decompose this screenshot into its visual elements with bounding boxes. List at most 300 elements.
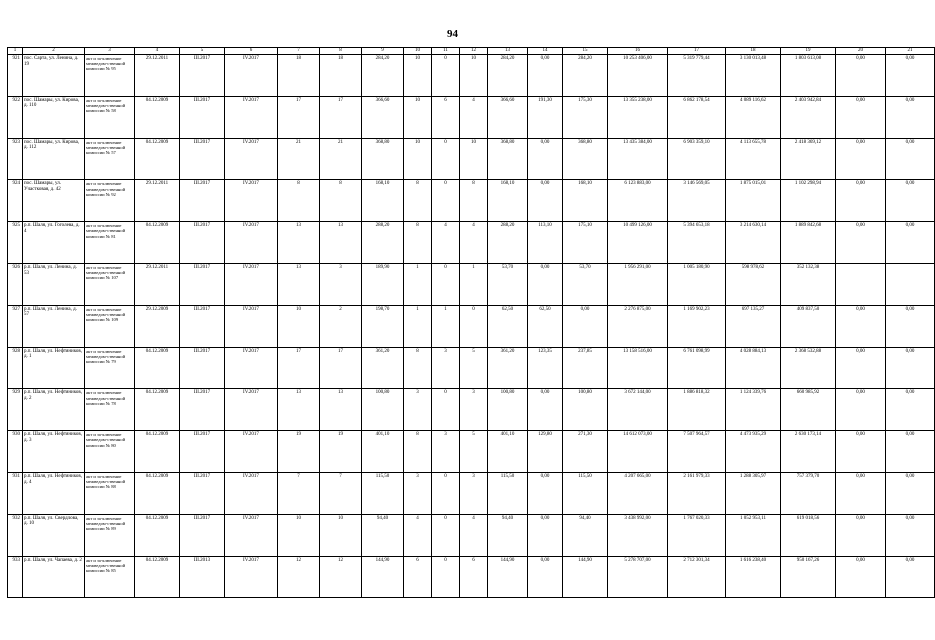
premises-total-cell: 10 <box>404 138 432 180</box>
premises-municipal-cell: 0 <box>460 305 488 347</box>
cost-total-cell: 1 956 291,00 <box>608 263 668 305</box>
column-number: 13 <box>488 48 528 55</box>
other-cost-cell: 0,00 <box>886 55 935 97</box>
regional-budget-cell: 598 978,62 <box>726 263 781 305</box>
date-cell: 04.12.2009 <box>135 347 180 389</box>
other-cost-cell <box>886 263 935 305</box>
date-cell: 04.12.2009 <box>135 472 180 514</box>
column-number: 20 <box>836 48 886 55</box>
column-number: 5 <box>180 48 225 55</box>
fund-cell: 2 161 979,33 <box>668 472 726 514</box>
area-total-cell: 115,50 <box>488 472 528 514</box>
date-cell: 04.12.2009 <box>135 556 180 598</box>
table-row <box>8 347 935 389</box>
other-cost-cell: 0,00 <box>886 138 935 180</box>
row-number: 924 <box>8 180 23 222</box>
total-area-cell: 361,20 <box>362 347 404 389</box>
premises-private-cell: 0 <box>432 55 460 97</box>
row-number: 928 <box>8 347 23 389</box>
end-quarter-cell: IV.2017 <box>225 347 278 389</box>
residents-relocated-cell: 8 <box>320 180 362 222</box>
area-total-cell: 62,50 <box>488 305 528 347</box>
column-number: 11 <box>432 48 460 55</box>
premises-total-cell: 3 <box>404 389 432 431</box>
extra-cost-cell: 0,00 <box>836 556 886 598</box>
fund-cell: 5 319 779,44 <box>668 55 726 97</box>
other-cost-cell: 0,00 <box>886 514 935 556</box>
residents-total-cell: 13 <box>278 389 320 431</box>
cost-total-cell: 5 278 707,00 <box>608 556 668 598</box>
area-total-cell: 288,20 <box>488 222 528 264</box>
row-number: 925 <box>8 222 23 264</box>
premises-private-cell: 4 <box>432 222 460 264</box>
local-budget-cell: 660 985,92 <box>781 389 836 431</box>
end-quarter-cell: IV.2017 <box>225 138 278 180</box>
local-budget-cell: 2 368 532,88 <box>781 347 836 389</box>
address-cell: пос. Шамары, ул. Кирова, д. 110 <box>23 96 85 138</box>
area-private-cell: 0,00 <box>528 180 563 222</box>
regional-budget-cell: 4 113 655,78 <box>726 138 781 180</box>
residents-relocated-cell: 17 <box>320 347 362 389</box>
premises-total-cell: 1 <box>404 305 432 347</box>
premises-municipal-cell: 8 <box>460 180 488 222</box>
premises-municipal-cell: 10 <box>460 55 488 97</box>
fund-cell: 5 394 653,18 <box>668 222 726 264</box>
page-number: 94 <box>447 28 458 40</box>
premises-private-cell: 0 <box>432 263 460 305</box>
other-cost-cell: 0,00 <box>886 96 935 138</box>
total-area-cell: 94,40 <box>362 514 404 556</box>
other-cost-cell: 0,00 <box>886 556 935 598</box>
residents-total-cell: 10 <box>278 514 320 556</box>
total-area-cell: 144,90 <box>362 556 404 598</box>
end-quarter-cell: IV.2017 <box>225 222 278 264</box>
extra-cost-cell <box>836 263 886 305</box>
end-quarter-cell: IV.2017 <box>225 389 278 431</box>
cost-total-cell: 3 438 992,00 <box>608 514 668 556</box>
extra-cost-cell: 0,00 <box>836 138 886 180</box>
area-private-cell: 191,30 <box>528 96 563 138</box>
row-number: 933 <box>8 556 23 598</box>
area-private-cell: 0,00 <box>528 556 563 598</box>
start-quarter-cell: III.2017 <box>180 138 225 180</box>
area-private-cell: 0,00 <box>528 55 563 97</box>
area-municipal-cell: 115,50 <box>563 472 608 514</box>
fund-cell: 1 169 902,23 <box>668 305 726 347</box>
start-quarter-cell: III.2013 <box>180 556 225 598</box>
address-cell: пос. Сарта, ул. Ленина, д. 19 <box>23 55 85 97</box>
area-municipal-cell: 237,85 <box>563 347 608 389</box>
area-total-cell: 368,80 <box>488 138 528 180</box>
extra-cost-cell: 0,00 <box>836 55 886 97</box>
row-number: 926 <box>8 263 23 305</box>
document-cell: акт и за-ключение межведом-ственной комиссии № 79 <box>85 347 135 389</box>
column-number: 7 <box>278 48 320 55</box>
regional-budget-cell: 1 288 305,97 <box>726 472 781 514</box>
regional-budget-cell: 4 473 935,29 <box>726 431 781 473</box>
regional-budget-cell: 3 130 013,48 <box>726 55 781 97</box>
start-quarter-cell: III.2017 <box>180 96 225 138</box>
document-cell: акт и за-ключение межведом-ственной комиссии № 89 <box>85 514 135 556</box>
column-number: 10 <box>404 48 432 55</box>
column-number: 6 <box>225 48 278 55</box>
other-cost-cell: 0,00 <box>886 431 935 473</box>
date-cell: 29.12.2011 <box>135 263 180 305</box>
fund-cell: 2 712 301,34 <box>668 556 726 598</box>
column-number: 9 <box>362 48 404 55</box>
premises-municipal-cell: 4 <box>460 514 488 556</box>
start-quarter-cell: III.2017 <box>180 55 225 97</box>
residents-relocated-cell: 12 <box>320 556 362 598</box>
document-cell: акт и за-ключение межведом-ственной комиссии № 92 <box>85 180 135 222</box>
area-municipal-cell: 284,20 <box>563 55 608 97</box>
start-quarter-cell: III.2017 <box>180 222 225 264</box>
area-municipal-cell: 175,10 <box>563 222 608 264</box>
column-number: 16 <box>608 48 668 55</box>
total-area-cell: 189,90 <box>362 263 404 305</box>
cost-total-cell: 14 612 073,00 <box>608 431 668 473</box>
address-cell: р.п. Шаля, ул. Гоголева, д. 4 <box>23 222 85 264</box>
row-number: 930 <box>8 431 23 473</box>
premises-total-cell: 8 <box>404 180 432 222</box>
table-row <box>8 55 935 97</box>
area-municipal-cell: 168,10 <box>563 180 608 222</box>
premises-municipal-cell: 3 <box>460 389 488 431</box>
residents-total-cell: 17 <box>278 347 320 389</box>
area-private-cell: 0,00 <box>528 138 563 180</box>
premises-private-cell: 6 <box>432 96 460 138</box>
extra-cost-cell: 0,00 <box>836 222 886 264</box>
residents-relocated-cell: 21 <box>320 138 362 180</box>
residents-total-cell: 19 <box>278 431 320 473</box>
residents-relocated-cell: 19 <box>320 431 362 473</box>
regional-budget-cell: 4 089 116,62 <box>726 96 781 138</box>
row-number: 929 <box>8 389 23 431</box>
total-area-cell: 168,10 <box>362 180 404 222</box>
area-municipal-cell: 94,40 <box>563 514 608 556</box>
local-budget-cell: 1 102 298,94 <box>781 180 836 222</box>
row-number: 927 <box>8 305 23 347</box>
housing-register-table <box>7 47 935 598</box>
residents-relocated-cell: 3 <box>320 263 362 305</box>
date-cell: 04.12.2009 <box>135 138 180 180</box>
local-budget-cell: 409 837,50 <box>781 305 836 347</box>
area-private-cell: 0,00 <box>528 263 563 305</box>
premises-municipal-cell: 6 <box>460 556 488 598</box>
start-quarter-cell: III.2017 <box>180 347 225 389</box>
residents-total-cell: 21 <box>278 138 320 180</box>
premises-municipal-cell: 5 <box>460 347 488 389</box>
end-quarter-cell: IV.2017 <box>225 55 278 97</box>
table-row <box>8 138 935 180</box>
column-number: 8 <box>320 48 362 55</box>
column-numbers-row <box>8 48 935 55</box>
date-cell: 04.12.2009 <box>135 389 180 431</box>
document-cell: акт и за-ключение межведом-ственной комиссии № 85 <box>85 556 135 598</box>
address-cell: р.п. Шаля, ул. Свердлова, д. 10 <box>23 514 85 556</box>
extra-cost-cell: 0,00 <box>836 96 886 138</box>
local-budget-cell: 2 403 942,84 <box>781 96 836 138</box>
fund-cell: 1 005 180,90 <box>668 263 726 305</box>
address-cell: р.п. Шаля, ул. Ленина, д. 53 <box>23 263 85 305</box>
premises-private-cell: 1 <box>432 305 460 347</box>
total-area-cell: 366,60 <box>362 96 404 138</box>
regional-budget-cell: 1 052 953,11 <box>726 514 781 556</box>
premises-municipal-cell: 3 <box>460 472 488 514</box>
premises-private-cell: 0 <box>432 514 460 556</box>
document-cell: акт и за-ключение межведом-ственной комиссии № 78 <box>85 389 135 431</box>
area-private-cell: 0,00 <box>528 472 563 514</box>
row-number: 921 <box>8 55 23 97</box>
document-cell: акт и за-ключение межведом-ственной комиссии № 107 <box>85 263 135 305</box>
premises-total-cell: 8 <box>404 431 432 473</box>
area-total-cell: 401,10 <box>488 431 528 473</box>
area-total-cell: 168,10 <box>488 180 528 222</box>
column-number: 17 <box>668 48 726 55</box>
other-cost-cell: 0,00 <box>886 472 935 514</box>
local-budget-cell: 1 889 842,68 <box>781 222 836 264</box>
area-total-cell: 94,40 <box>488 514 528 556</box>
residents-total-cell: 13 <box>278 222 320 264</box>
premises-municipal-cell: 4 <box>460 222 488 264</box>
local-budget-cell: 2 418 369,12 <box>781 138 836 180</box>
other-cost-cell: 0,00 <box>886 222 935 264</box>
premises-municipal-cell: 1 <box>460 263 488 305</box>
area-private-cell: 113,10 <box>528 222 563 264</box>
residents-total-cell: 7 <box>278 472 320 514</box>
end-quarter-cell: IV.2017 <box>225 180 278 222</box>
cost-total-cell: 13 435 384,00 <box>608 138 668 180</box>
fund-cell: 7 507 964,57 <box>668 431 726 473</box>
end-quarter-cell: IV.2017 <box>225 96 278 138</box>
regional-budget-cell: 1 124 339,76 <box>726 389 781 431</box>
premises-total-cell: 10 <box>404 55 432 97</box>
total-area-cell: 115,50 <box>362 472 404 514</box>
table-row <box>8 263 935 305</box>
column-number: 2 <box>23 48 85 55</box>
table-row <box>8 514 935 556</box>
cost-total-cell: 3 672 144,00 <box>608 389 668 431</box>
document-cell: акт и за-ключение межведом-ственной комиссии № 109 <box>85 305 135 347</box>
column-number: 14 <box>528 48 563 55</box>
extra-cost-cell: 0,00 <box>836 305 886 347</box>
residents-relocated-cell: 17 <box>320 96 362 138</box>
date-cell: 29.12.2009 <box>135 305 180 347</box>
area-total-cell: 100,80 <box>488 389 528 431</box>
area-private-cell: 62,50 <box>528 305 563 347</box>
fund-cell: 1 886 818,32 <box>668 389 726 431</box>
other-cost-cell: 0,00 <box>886 305 935 347</box>
table-row <box>8 222 935 264</box>
start-quarter-cell: III.2017 <box>180 514 225 556</box>
cost-total-cell: 13 158 516,00 <box>608 347 668 389</box>
area-municipal-cell: 175,30 <box>563 96 608 138</box>
column-number: 18 <box>726 48 781 55</box>
premises-private-cell: 0 <box>432 472 460 514</box>
residents-total-cell: 8 <box>278 180 320 222</box>
local-budget-cell: 757 379,70 <box>781 472 836 514</box>
document-cell: акт и за-ключение межведом-ственной комиссии № 80 <box>85 431 135 473</box>
local-budget-cell: 619 018,56 <box>781 514 836 556</box>
local-budget-cell: 2 630 173,14 <box>781 431 836 473</box>
area-total-cell: 144,90 <box>488 556 528 598</box>
column-number: 15 <box>563 48 608 55</box>
table-row <box>8 305 935 347</box>
area-private-cell: 0,00 <box>528 389 563 431</box>
end-quarter-cell: IV.2017 <box>225 305 278 347</box>
area-municipal-cell: 144,90 <box>563 556 608 598</box>
residents-total-cell: 13 <box>278 263 320 305</box>
document-cell: акт и за-ключение межведом-ственной комиссии № 81 <box>85 222 135 264</box>
end-quarter-cell: IV.2017 <box>225 431 278 473</box>
area-municipal-cell: 368,80 <box>563 138 608 180</box>
column-number: 3 <box>85 48 135 55</box>
area-total-cell: 366,60 <box>488 96 528 138</box>
document-cell: акт и за-ключение межведом-ственной комиссии № 95 <box>85 55 135 97</box>
row-number: 932 <box>8 514 23 556</box>
start-quarter-cell: III.2017 <box>180 389 225 431</box>
regional-budget-cell: 4 028 884,13 <box>726 347 781 389</box>
date-cell: 29.12.2011 <box>135 180 180 222</box>
end-quarter-cell: IV.2017 <box>225 263 278 305</box>
premises-municipal-cell: 5 <box>460 431 488 473</box>
residents-relocated-cell: 7 <box>320 472 362 514</box>
regional-budget-cell: 1 616 238,40 <box>726 556 781 598</box>
residents-relocated-cell: 10 <box>320 514 362 556</box>
regional-budget-cell: 3 214 630,14 <box>726 222 781 264</box>
column-number: 21 <box>886 48 935 55</box>
regional-budget-cell: 697 135,27 <box>726 305 781 347</box>
column-number: 4 <box>135 48 180 55</box>
address-cell: р.п. Шаля, ул. Нефтяников, д. 3 <box>23 431 85 473</box>
address-cell: р.п. Шаля, ул. Ленина, д. 57 <box>23 305 85 347</box>
area-municipal-cell: 53,70 <box>563 263 608 305</box>
document-cell: акт и за-ключение межведом-ственной комиссии № 58 <box>85 96 135 138</box>
total-area-cell: 368,80 <box>362 138 404 180</box>
extra-cost-cell: 0,00 <box>836 180 886 222</box>
column-number: 1 <box>8 48 23 55</box>
extra-cost-cell: 0,00 <box>836 347 886 389</box>
total-area-cell: 401,10 <box>362 431 404 473</box>
end-quarter-cell: IV.2017 <box>225 556 278 598</box>
area-private-cell: 123,35 <box>528 347 563 389</box>
cost-total-cell: 2 276 875,00 <box>608 305 668 347</box>
residents-total-cell: 12 <box>278 556 320 598</box>
residents-total-cell: 10 <box>278 305 320 347</box>
date-cell: 04.12.2009 <box>135 431 180 473</box>
total-area-cell: 284,20 <box>362 55 404 97</box>
start-quarter-cell: III.2017 <box>180 431 225 473</box>
date-cell: 04.12.2009 <box>135 514 180 556</box>
cost-total-cell: 6 123 883,00 <box>608 180 668 222</box>
area-municipal-cell: 271,30 <box>563 431 608 473</box>
area-total-cell: 53,70 <box>488 263 528 305</box>
premises-total-cell: 1 <box>404 263 432 305</box>
row-number: 931 <box>8 472 23 514</box>
local-budget-cell: 1 803 613,08 <box>781 55 836 97</box>
local-budget-cell: 950 167,26 <box>781 556 836 598</box>
column-number: 12 <box>460 48 488 55</box>
table-row <box>8 180 935 222</box>
premises-total-cell: 6 <box>404 556 432 598</box>
total-area-cell: 100,80 <box>362 389 404 431</box>
area-private-cell: 0,00 <box>528 514 563 556</box>
start-quarter-cell: III.2017 <box>180 472 225 514</box>
area-private-cell: 129,80 <box>528 431 563 473</box>
table-row <box>8 389 935 431</box>
premises-total-cell: 8 <box>404 347 432 389</box>
start-quarter-cell: III.2017 <box>180 263 225 305</box>
area-total-cell: 361,20 <box>488 347 528 389</box>
date-cell: 04.12.2009 <box>135 96 180 138</box>
regional-budget-cell: 1 875 015,01 <box>726 180 781 222</box>
total-area-cell: 288,20 <box>362 222 404 264</box>
column-number: 19 <box>781 48 836 55</box>
table-row <box>8 556 935 598</box>
extra-cost-cell: 0,00 <box>836 389 886 431</box>
start-quarter-cell: III.2017 <box>180 305 225 347</box>
residents-total-cell: 17 <box>278 96 320 138</box>
cost-total-cell: 13 355 238,00 <box>608 96 668 138</box>
row-number: 922 <box>8 96 23 138</box>
premises-municipal-cell: 10 <box>460 138 488 180</box>
fund-cell: 1 767 020,33 <box>668 514 726 556</box>
premises-private-cell: 3 <box>432 431 460 473</box>
premises-private-cell: 0 <box>432 389 460 431</box>
extra-cost-cell: 0,00 <box>836 514 886 556</box>
table-row <box>8 431 935 473</box>
extra-cost-cell: 0,00 <box>836 472 886 514</box>
document-cell: акт и за-ключение межведом-ственной комиссии № 88 <box>85 472 135 514</box>
premises-private-cell: 0 <box>432 556 460 598</box>
table-row <box>8 96 935 138</box>
residents-relocated-cell: 13 <box>320 389 362 431</box>
start-quarter-cell: III.2017 <box>180 180 225 222</box>
fund-cell: 6 761 098,99 <box>668 347 726 389</box>
premises-private-cell: 0 <box>432 138 460 180</box>
other-cost-cell: 0,00 <box>886 347 935 389</box>
total-area-cell: 198,70 <box>362 305 404 347</box>
table-row <box>8 472 935 514</box>
area-total-cell: 284,20 <box>488 55 528 97</box>
address-cell: пос. Шамары, ул. Кирова, д. 112 <box>23 138 85 180</box>
residents-relocated-cell: 13 <box>320 222 362 264</box>
address-cell: р.п. Шаля, ул. Нефтяников, д. 1 <box>23 347 85 389</box>
cost-total-cell: 10 253 406,00 <box>608 55 668 97</box>
premises-private-cell: 3 <box>432 347 460 389</box>
cost-total-cell: 4 207 665,00 <box>608 472 668 514</box>
residents-relocated-cell: 2 <box>320 305 362 347</box>
premises-total-cell: 10 <box>404 96 432 138</box>
other-cost-cell: 0,00 <box>886 180 935 222</box>
other-cost-cell: 0,00 <box>886 389 935 431</box>
document-cell: акт и за-ключение межведом-ственной комиссии № 57 <box>85 138 135 180</box>
premises-municipal-cell: 4 <box>460 96 488 138</box>
fund-cell: 6 862 178,54 <box>668 96 726 138</box>
end-quarter-cell: IV.2017 <box>225 514 278 556</box>
address-cell: р.п. Шаля, ул. Чапаева, д. 2 <box>23 556 85 598</box>
extra-cost-cell: 0,00 <box>836 431 886 473</box>
end-quarter-cell: IV.2017 <box>225 472 278 514</box>
cost-total-cell: 10 499 126,00 <box>608 222 668 264</box>
residents-relocated-cell: 18 <box>320 55 362 97</box>
residents-total-cell: 18 <box>278 55 320 97</box>
date-cell: 29.12.2011 <box>135 55 180 97</box>
premises-private-cell: 0 <box>432 180 460 222</box>
premises-total-cell: 4 <box>404 514 432 556</box>
premises-total-cell: 8 <box>404 222 432 264</box>
area-municipal-cell: 100,80 <box>563 389 608 431</box>
